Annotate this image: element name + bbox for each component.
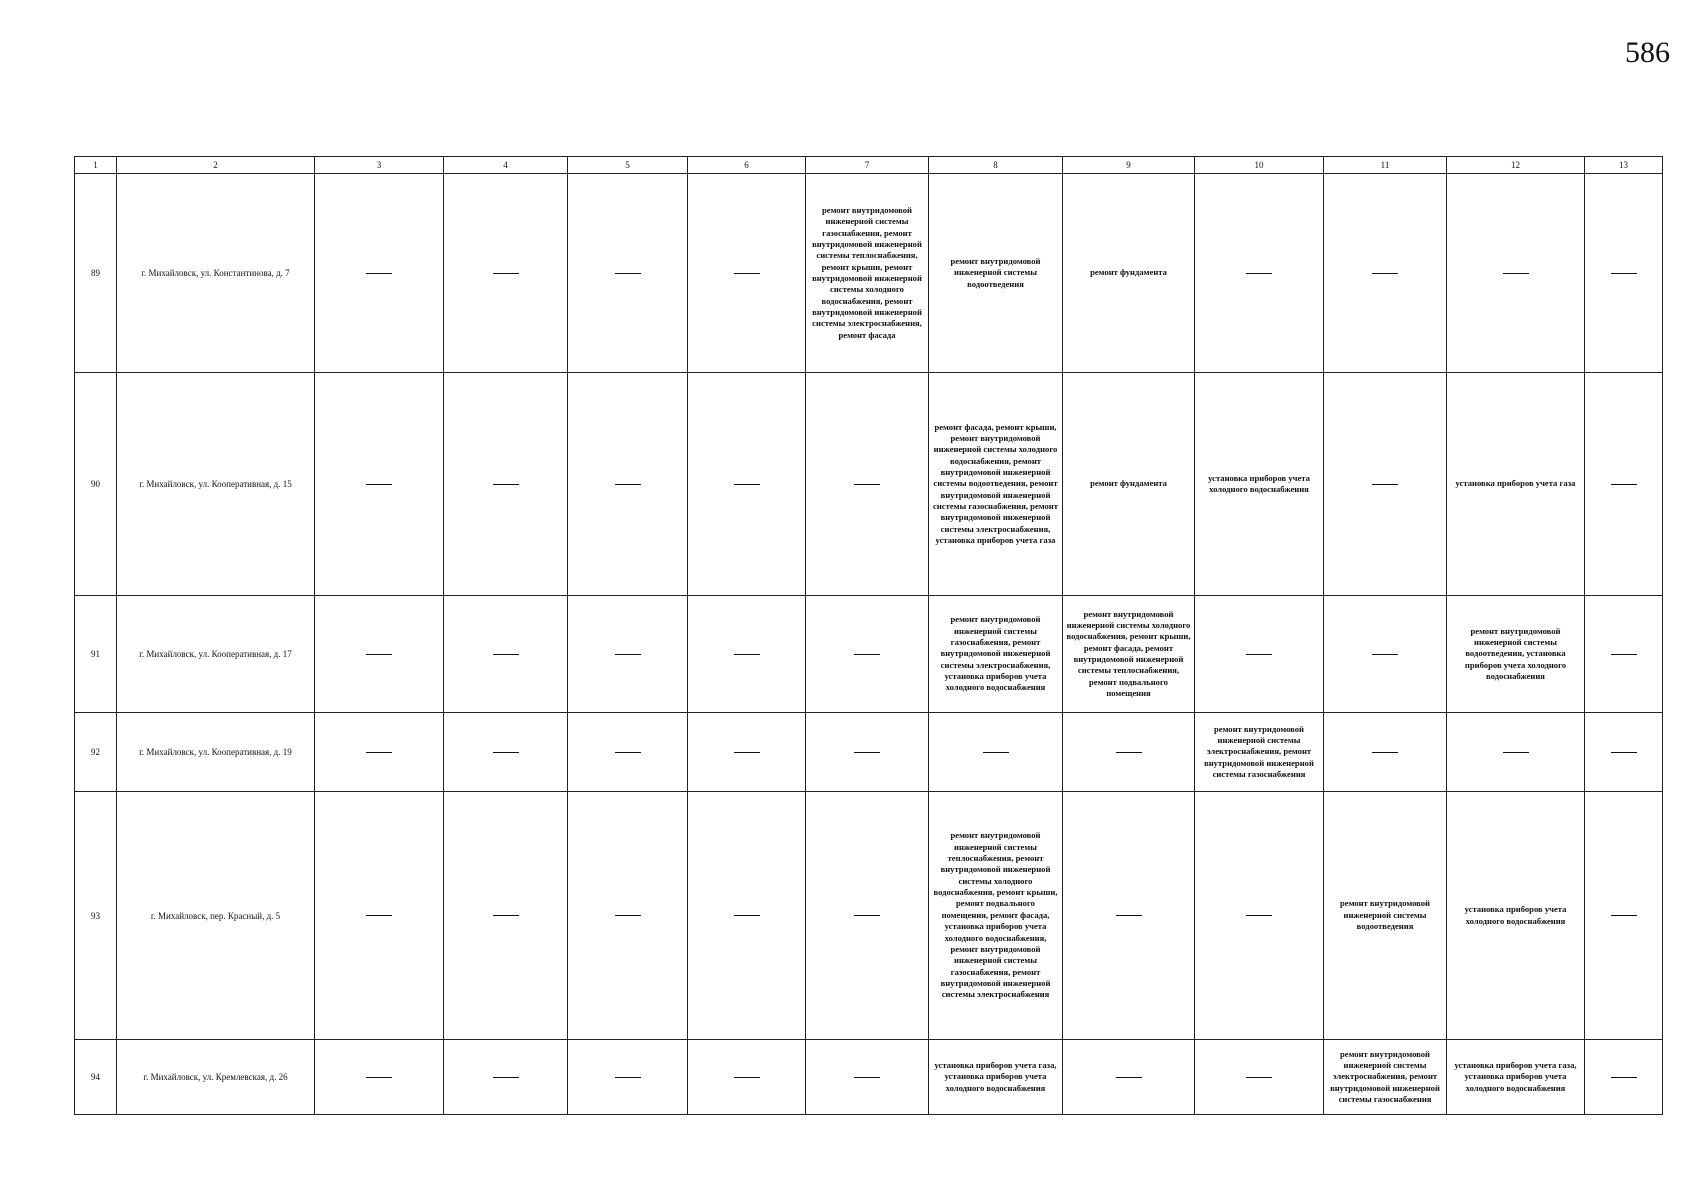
work-cell — [929, 174, 1063, 373]
row-address: г. Михайловск, ул. Кооперативная, д. 17 — [117, 596, 315, 713]
dash-mark — [366, 752, 392, 753]
empty-cell — [444, 792, 568, 1040]
dash-mark — [1372, 654, 1398, 655]
empty-cell — [1195, 792, 1324, 1040]
work-text: установка приборов учета газа — [1455, 478, 1576, 489]
table-row — [75, 174, 1663, 373]
dash-mark — [1372, 273, 1398, 274]
empty-cell — [444, 596, 568, 713]
dash-mark — [366, 273, 392, 274]
work-text: ремонт внутридомовой инженерной системы водоотведения — [1339, 898, 1431, 932]
dash-mark — [366, 654, 392, 655]
row-address: г. Михайловск, ул. Константинова, д. 7 — [117, 174, 315, 373]
dash-mark — [1611, 752, 1637, 753]
empty-cell — [1447, 174, 1585, 373]
work-cell — [1324, 1040, 1447, 1115]
dash-mark — [1116, 1077, 1142, 1078]
work-text: ремонт внутридомовой инженерной системы теплоснабжения, ремонт внутридомовой инженерной системы холодного водоснабжения, ремонт крыши, ремонт подвального помещения, ремонт фасада, установка приборов учета холодного водоснабжения, ремонт внутридомовой инженерной системы газоснабжения, ремонт внутридомовой инженерной системы электроснабжения — [933, 830, 1058, 1000]
empty-cell — [806, 713, 929, 792]
column-header: 12 — [1447, 157, 1585, 174]
work-cell — [929, 596, 1063, 713]
work-text: установка приборов учета холодного водоснабжения — [1464, 904, 1567, 926]
work-text: ремонт внутридомовой инженерной системы газоснабжения, ремонт внутридомовой инженерной системы теплоснабжения, ремонт крыши, ремонт внутридомовой инженерной системы холодного водоснабжения, ремонт внутридомовой инженерной системы электроснабжения, ремонт фасада — [812, 204, 922, 340]
dash-mark — [615, 273, 641, 274]
work-text: установка приборов учета холодного водоснабжения — [1208, 472, 1310, 494]
work-cell — [1195, 373, 1324, 596]
empty-cell — [1063, 792, 1195, 1040]
work-text: ремонт фундамента — [1090, 478, 1167, 489]
dash-mark — [615, 1077, 641, 1078]
empty-cell — [568, 373, 688, 596]
row-number: 94 — [75, 1040, 117, 1115]
column-header: 4 — [444, 157, 568, 174]
column-header: 5 — [568, 157, 688, 174]
work-cell — [929, 1040, 1063, 1115]
dash-mark — [1246, 915, 1272, 916]
dash-mark — [615, 752, 641, 753]
dash-mark — [493, 273, 519, 274]
empty-cell — [315, 174, 444, 373]
empty-cell — [688, 792, 806, 1040]
empty-cell — [568, 1040, 688, 1115]
work-cell — [1324, 792, 1447, 1040]
work-text: установка приборов учета газа, установка приборов учета холодного водоснабжения — [934, 1059, 1057, 1093]
dash-mark — [854, 752, 880, 753]
work-cell — [1195, 713, 1324, 792]
empty-cell — [1324, 373, 1447, 596]
row-number: 93 — [75, 792, 117, 1040]
empty-cell — [568, 792, 688, 1040]
dash-mark — [734, 752, 760, 753]
column-header: 3 — [315, 157, 444, 174]
dash-mark — [1611, 915, 1637, 916]
dash-mark — [734, 654, 760, 655]
column-header: 10 — [1195, 157, 1324, 174]
table-row — [75, 713, 1663, 792]
row-number: 91 — [75, 596, 117, 713]
dash-mark — [493, 915, 519, 916]
empty-cell — [806, 792, 929, 1040]
dash-mark — [1372, 752, 1398, 753]
empty-cell — [444, 174, 568, 373]
dash-mark — [1611, 654, 1637, 655]
dash-mark — [854, 915, 880, 916]
row-number: 89 — [75, 174, 117, 373]
work-cell — [1447, 373, 1585, 596]
row-address: г. Михайловск, ул. Кремлевская, д. 26 — [117, 1040, 315, 1115]
dash-mark — [366, 484, 392, 485]
dash-mark — [983, 752, 1009, 753]
table-row — [75, 1040, 1663, 1115]
table-row — [75, 792, 1663, 1040]
empty-cell — [1585, 596, 1663, 713]
work-text: ремонт фасада, ремонт крыши, ремонт внутридомовой инженерной системы холодного водоснабжения, ремонт внутридомовой инженерной системы водоотведения, ремонт внутридомовой инженерной системы газоснабжения, ремонт внутридомовой инженерной системы электроснабжения, установка приборов учета газа — [933, 421, 1058, 546]
work-cell — [929, 373, 1063, 596]
work-text: ремонт фундамента — [1090, 267, 1167, 278]
work-text: ремонт внутридомовой инженерной системы водоотведения, установка приборов учета холодного водоснабжения — [1464, 625, 1567, 682]
column-header: 13 — [1585, 157, 1663, 174]
dash-mark — [1503, 752, 1529, 753]
dash-mark — [734, 1077, 760, 1078]
empty-cell — [315, 373, 444, 596]
work-text: установка приборов учета газа, установка приборов учета холодного водоснабжения — [1454, 1059, 1577, 1093]
empty-cell — [806, 373, 929, 596]
dash-mark — [1116, 915, 1142, 916]
empty-cell — [1324, 713, 1447, 792]
dash-mark — [493, 654, 519, 655]
dash-mark — [493, 484, 519, 485]
column-header: 11 — [1324, 157, 1447, 174]
empty-cell — [444, 713, 568, 792]
dash-mark — [1246, 654, 1272, 655]
empty-cell — [806, 596, 929, 713]
dash-mark — [615, 915, 641, 916]
empty-cell — [315, 596, 444, 713]
empty-cell — [688, 1040, 806, 1115]
work-cell — [806, 174, 929, 373]
dash-mark — [1246, 1077, 1272, 1078]
dash-mark — [366, 1077, 392, 1078]
empty-cell — [1063, 1040, 1195, 1115]
work-text: ремонт внутридомовой инженерной системы холодного водоснабжения, ремонт крыши, ремонт фасада, ремонт внутридомовой инженерной системы теплоснабжения, ремонт подвального помещения — [1066, 608, 1191, 699]
dash-mark — [854, 484, 880, 485]
empty-cell — [568, 174, 688, 373]
dash-mark — [615, 484, 641, 485]
column-header: 7 — [806, 157, 929, 174]
row-number: 92 — [75, 713, 117, 792]
works-table — [74, 156, 1663, 1115]
page-number: 586 — [1625, 36, 1670, 69]
work-cell — [1063, 174, 1195, 373]
empty-cell — [568, 713, 688, 792]
empty-cell — [315, 1040, 444, 1115]
empty-cell — [1585, 174, 1663, 373]
dash-mark — [854, 1077, 880, 1078]
empty-cell — [1585, 713, 1663, 792]
column-header: 6 — [688, 157, 806, 174]
empty-cell — [1195, 1040, 1324, 1115]
header-row — [75, 157, 1663, 174]
column-header: 1 — [75, 157, 117, 174]
empty-cell — [1324, 174, 1447, 373]
empty-cell — [315, 792, 444, 1040]
empty-cell — [1324, 596, 1447, 713]
empty-cell — [688, 596, 806, 713]
row-address: г. Михайловск, ул. Кооперативная, д. 19 — [117, 713, 315, 792]
column-header: 8 — [929, 157, 1063, 174]
dash-mark — [615, 654, 641, 655]
dash-mark — [734, 915, 760, 916]
work-cell — [1063, 596, 1195, 713]
work-cell — [929, 792, 1063, 1040]
work-text: ремонт внутридомовой инженерной системы газоснабжения, ремонт внутридомовой инженерной системы электроснабжения, установка приборов учета холодного водоснабжения — [940, 614, 1051, 693]
empty-cell — [1585, 792, 1663, 1040]
work-cell — [1063, 373, 1195, 596]
dash-mark — [734, 273, 760, 274]
empty-cell — [444, 373, 568, 596]
work-cell — [1447, 792, 1585, 1040]
empty-cell — [1447, 713, 1585, 792]
column-header: 9 — [1063, 157, 1195, 174]
dash-mark — [366, 915, 392, 916]
empty-cell — [1195, 596, 1324, 713]
empty-cell — [688, 174, 806, 373]
empty-cell — [688, 373, 806, 596]
work-text: ремонт внутридомовой инженерной системы электроснабжения, ремонт внутридомовой инженерной системы газоснабжения — [1330, 1048, 1440, 1105]
empty-cell — [1585, 1040, 1663, 1115]
dash-mark — [1503, 273, 1529, 274]
work-text: ремонт внутридомовой инженерной системы электроснабжения, ремонт внутридомовой инженерной системы газоснабжения — [1204, 723, 1314, 780]
empty-cell — [315, 713, 444, 792]
empty-cell — [929, 713, 1063, 792]
dash-mark — [493, 1077, 519, 1078]
table-row — [75, 596, 1663, 713]
empty-cell — [688, 713, 806, 792]
dash-mark — [1611, 1077, 1637, 1078]
dash-mark — [1246, 273, 1272, 274]
dash-mark — [854, 654, 880, 655]
row-number: 90 — [75, 373, 117, 596]
empty-cell — [444, 1040, 568, 1115]
empty-cell — [806, 1040, 929, 1115]
row-address: г. Михайловск, пер. Красный, д. 5 — [117, 792, 315, 1040]
table-row — [75, 373, 1663, 596]
empty-cell — [568, 596, 688, 713]
row-address: г. Михайловск, ул. Кооперативная, д. 15 — [117, 373, 315, 596]
empty-cell — [1585, 373, 1663, 596]
dash-mark — [734, 484, 760, 485]
work-cell — [1447, 596, 1585, 713]
dash-mark — [493, 752, 519, 753]
dash-mark — [1611, 484, 1637, 485]
work-text: ремонт внутридомовой инженерной системы водоотведения — [950, 255, 1041, 289]
empty-cell — [1063, 713, 1195, 792]
column-header: 2 — [117, 157, 315, 174]
work-cell — [1447, 1040, 1585, 1115]
dash-mark — [1372, 484, 1398, 485]
empty-cell — [1195, 174, 1324, 373]
dash-mark — [1611, 273, 1637, 274]
dash-mark — [1116, 752, 1142, 753]
